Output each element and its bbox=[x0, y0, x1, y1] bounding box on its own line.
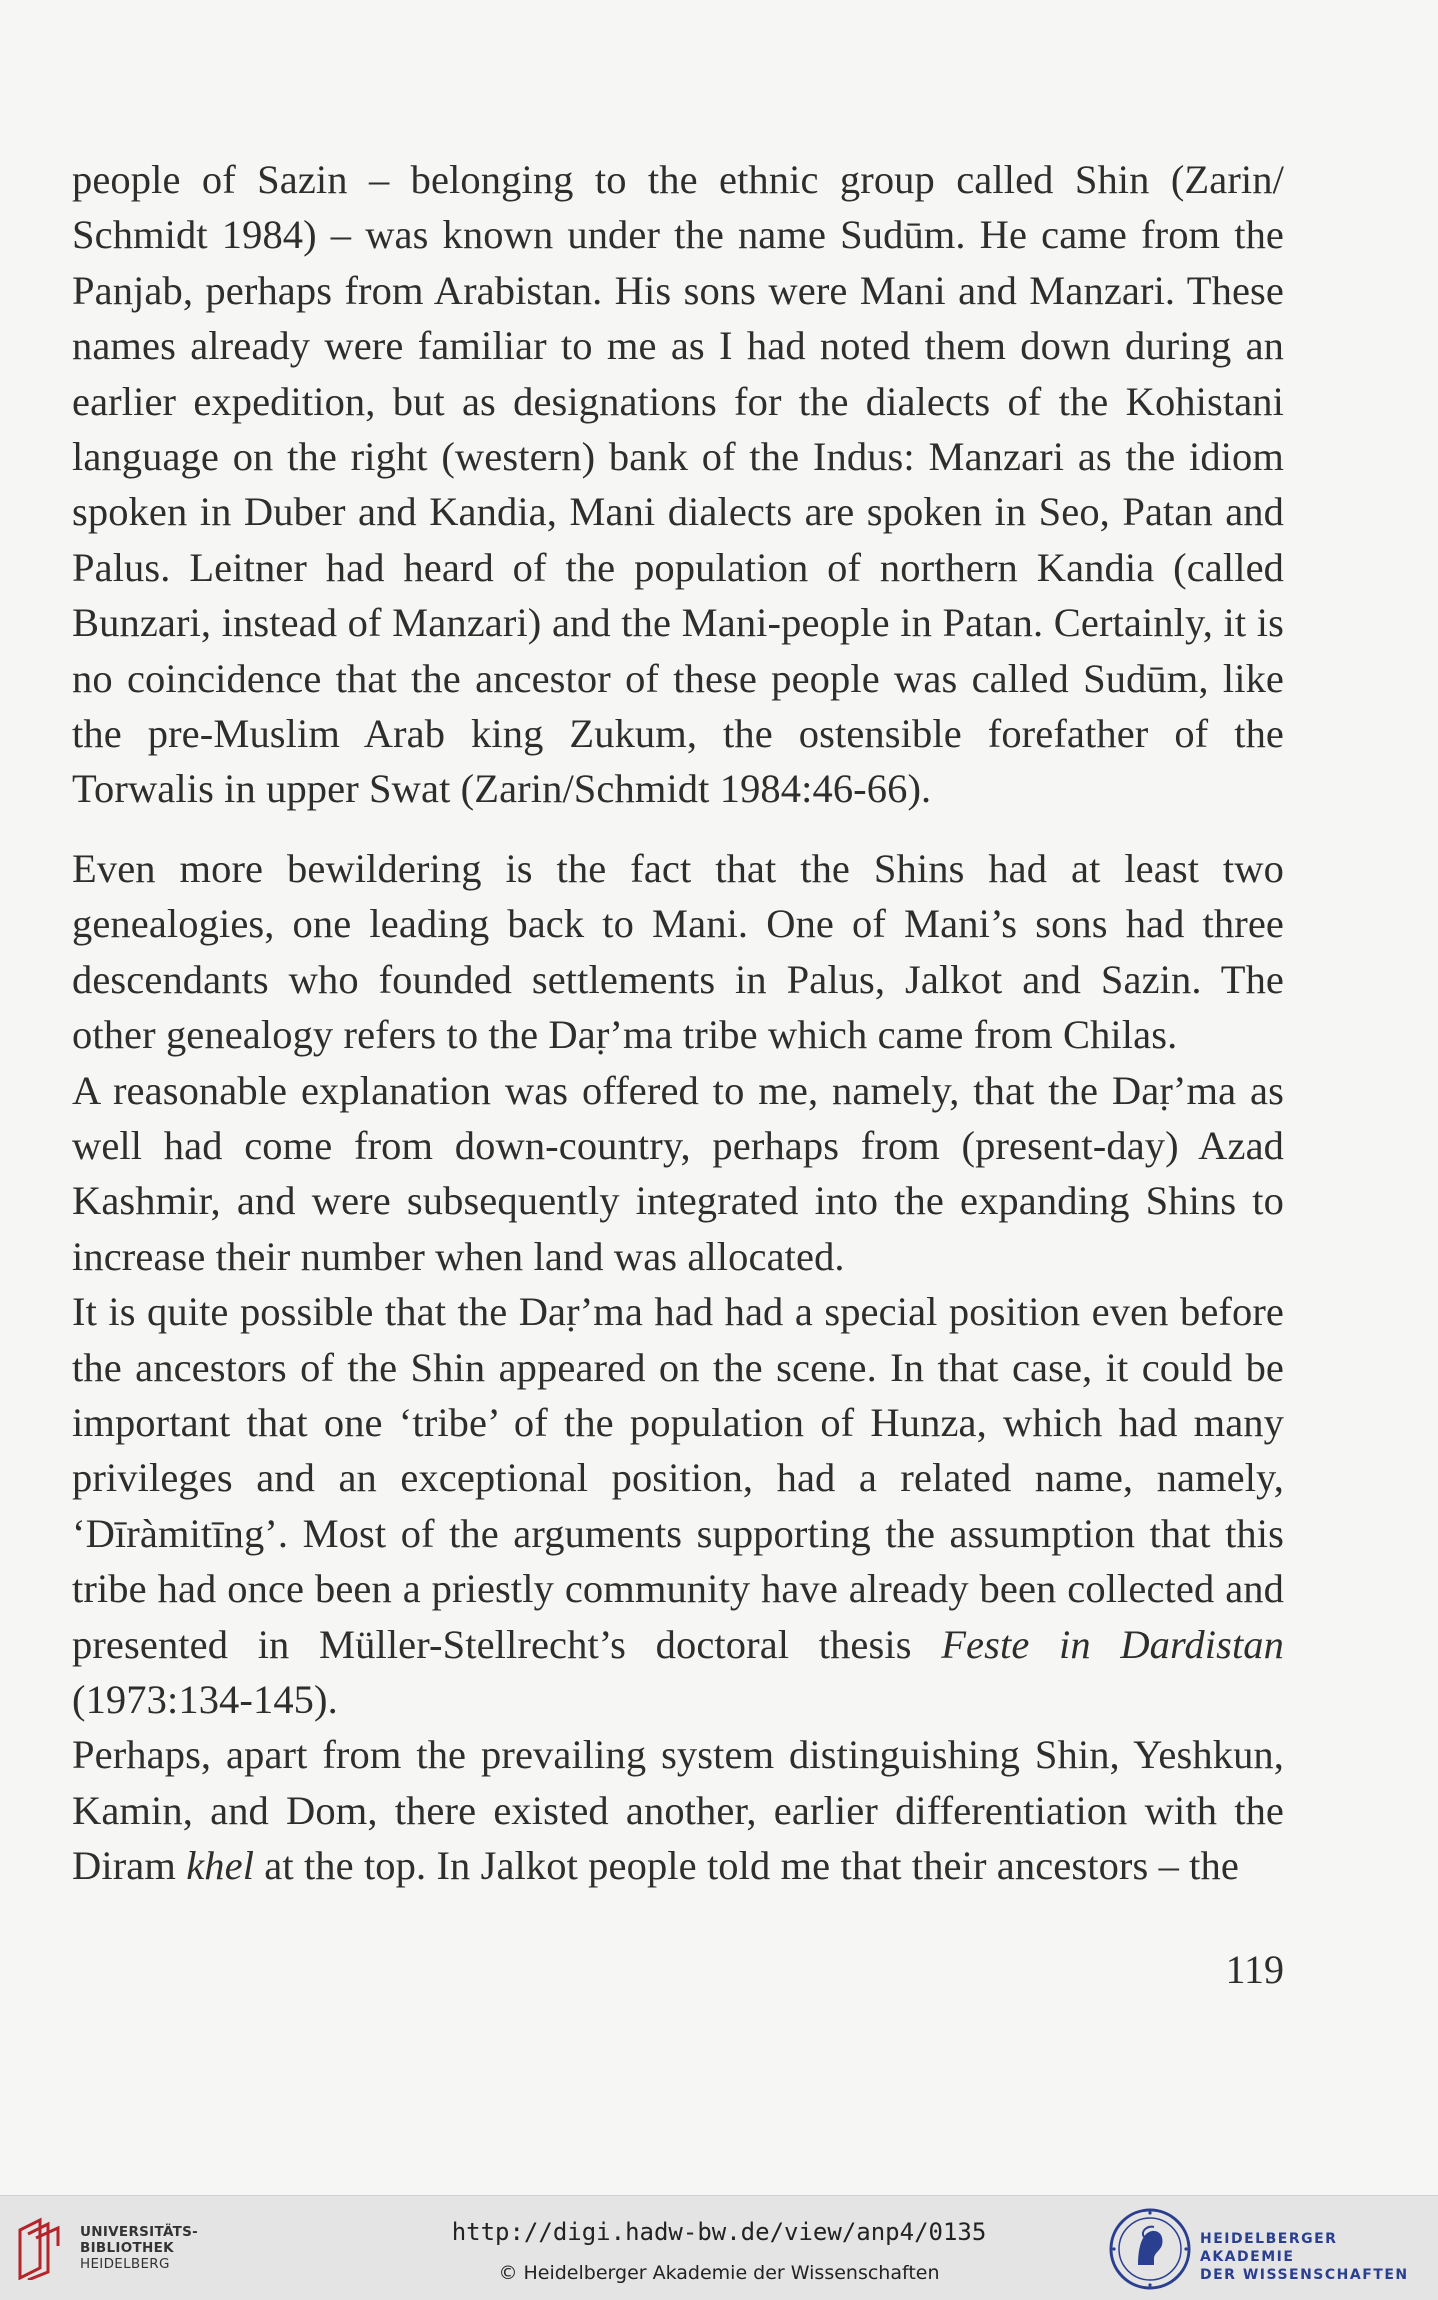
body-text bbox=[72, 152, 1284, 1894]
library-name-line-1: UNIVERSITÄTS- bbox=[80, 2224, 199, 2240]
paragraph-3: A reasonable explanation was offered to me, namely, that the Daṛ’ma as well had come from down-country, perhaps from (present-day) Azad Kashmir, and were subsequently integrated into the expanding Shins to increase their number when land was allocated. bbox=[72, 1067, 1284, 1279]
page-url-link[interactable]: http://digi.hadw-bw.de/view/anp4/0135 bbox=[451, 2218, 987, 2246]
paragraph-5-text: Perhaps, apart from the prevailing system distinguishing Shin, Yeshkun, Kamin, and Dom, there existed another, earlier differentiation with the Diram bbox=[72, 1732, 1284, 1889]
paragraph-5-end: at the top. In Jalkot people told me that their ancestors – the bbox=[254, 1843, 1239, 1889]
academy-name bbox=[1200, 2230, 1438, 2284]
library-name-line-2: BIBLIOTHEK bbox=[80, 2240, 174, 2256]
paragraph-4-text: It is quite possible that the Daṛ’ma had had a special position even before the ancestors of the Shin appeared on the scene. In that case, it could be important that one ‘tribe’ of the population of Hunza, which had many privileges and an exceptional position, had a related name, namely, ‘Dīràmitīng’. Most of the arguments supporting the assumption that this tribe had once been a priestly community have already been collected and presented in Müller-Stellrecht’s doctoral thesis bbox=[72, 1289, 1284, 1667]
paragraph-4 bbox=[72, 1284, 1284, 1727]
library-name-line-3: HEIDELBERG bbox=[80, 2256, 170, 2272]
paragraph-5-italic-term: khel bbox=[186, 1843, 255, 1889]
academy-name-line-2: DER WISSENSCHAFTEN bbox=[1200, 2267, 1409, 2283]
paragraph-2: Even more bewildering is the fact that the Shins had at least two genealogies, one leading back to Mani. One of Mani’s sons had three descendants who founded settlements in Palus, Jalkot and Sazin. The other genealogy refers to the Daṛ’ma tribe which came from Chilas. bbox=[72, 845, 1284, 1058]
paragraph-5 bbox=[72, 1727, 1284, 1893]
paragraph-4-citation: (1973:134-145). bbox=[72, 1676, 338, 1722]
academy-seal-icon[interactable] bbox=[1108, 2207, 1192, 2291]
paragraph-4-book-title: Feste in Dardistan bbox=[941, 1621, 1285, 1667]
page-number: 119 bbox=[1225, 1947, 1284, 1992]
copyright-notice: © Heidelberger Akademie der Wissenschaften bbox=[498, 2262, 940, 2284]
paragraph-1: people of Sazin – belonging to the ethnic group called Shin (Zarin/ Schmidt 1984) – was known under the name Sudūm. He came from the Panjab, perhaps from Arabistan. His sons were Mani and Manzari. These names already were familiar to me as I had noted them down during an earlier expedition, but as designations for the dialects of the Kohistani language on the right (western) bank of the Indus: Manzari as the idiom spoken in Duber and Kandia, Mani dialects are spoken in Seo, Patan and Palus. Leitner had heard of the population of northern Kandia (called Bunzari, instead of Manzari) and the Mani-people in Patan. Certainly, it is no coincidence that the ancestor of these people was called Sudūm, like the pre-Muslim Arab king Zukum, the ostensible forefather of the Torwalis in upper Swat (Zarin/Schmidt 1984:46-66). bbox=[72, 157, 1284, 812]
academy-name-line-1: HEIDELBERGER AKADEMIE bbox=[1200, 2231, 1338, 2265]
footer-bar bbox=[0, 2195, 1438, 2300]
